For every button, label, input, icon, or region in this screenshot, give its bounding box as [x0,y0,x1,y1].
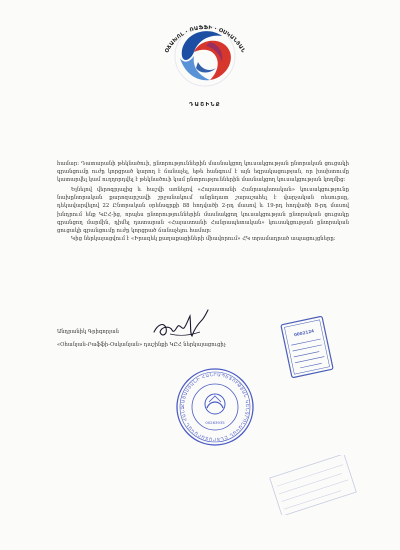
signatory-title: «Օհանյան-Րաֆֆի-Օսկանյան» դաշինքի ԿԸՀ ներկայացուցիչ [57,342,226,348]
round-stamp-number: 00263935 [205,420,225,425]
signatory-name: Անդրանիկ Գրիգորյան [57,329,119,335]
logo-sub-text: ԴԱՇԻՆՔ [189,102,221,108]
paragraph-3: Կից ներկայացվում է «Իրազեկ քաղաքացիների միավորում» ՀԿ տրամադրած ապացույցները: [71,235,336,242]
logo-text-ring [150,12,260,120]
paragraph-2: Ելնելով վերոգրյալից և հաշվի առնելով «Հայաստանի Հանրապետական» կուսակցությունը նախընտրական քարոզարշավի շրջանակում անընդատ շարաշահել է վարչական ռեսուրսը, դեկավարվելով 22 Ընտրական օրենսգրքի 88 հոդվածի 2-րդ մասով և 19-րդ հոդվածի 8-րդ մասով խնդրում ենք ԿԸՀ-ից, որպես ընտրություններին մասնակցող կուսակցության ընտրական ցուցակը գրանցող մարմին, դիմել դատարան «Հայաստանի Հանրապետական» կուսակցության ընտրական ցուցակի գրանցումը ուժը կորցրած ճանաչելու համար: [57,187,349,234]
rectangular-stamp [278,312,336,382]
letter-body [57,160,349,243]
svg-text:ՕՃԱԽՈԼ · ՌԱՖՖԻ · ՕՍԿԱՆՅԱՆ [164,25,246,54]
handwritten-signature [148,306,218,344]
round-official-stamp [174,366,256,448]
rect-stamp-number: 0002124 [293,328,315,338]
faint-stamp-imprint [268,455,358,515]
logo-arc-text: ՕՃԱԽՈԼ · ՌԱՖՖԻ · ՕՍԿԱՆՅԱՆ [164,24,246,55]
round-stamp-ring-text: ՀԱՅԱՍՏԱՆԻ ՀԱՆՐԱՊԵՏՈՒԹՅԱՆ ԿԵՆՏՐՈՆԱԿԱՆ ԸՆՏՐԱՏԱՐԱԿԱՆ ՀԱՆՁ [180,372,250,442]
paragraph-1: համար: Դատարանի թեկնածուի, ընտրություններին մասնակցող կուսակցության ընտրական ցուցակի գրանցումը ուժը կորցրած կարող է ճանաչել, եթե հանգում է այն եզրակացության, որ խախտումը կատարվել կամ ուղղորդվել է թեկնածուի կամ ընտրություններին մասնակցող կուսակցության կողմից: [57,161,349,184]
